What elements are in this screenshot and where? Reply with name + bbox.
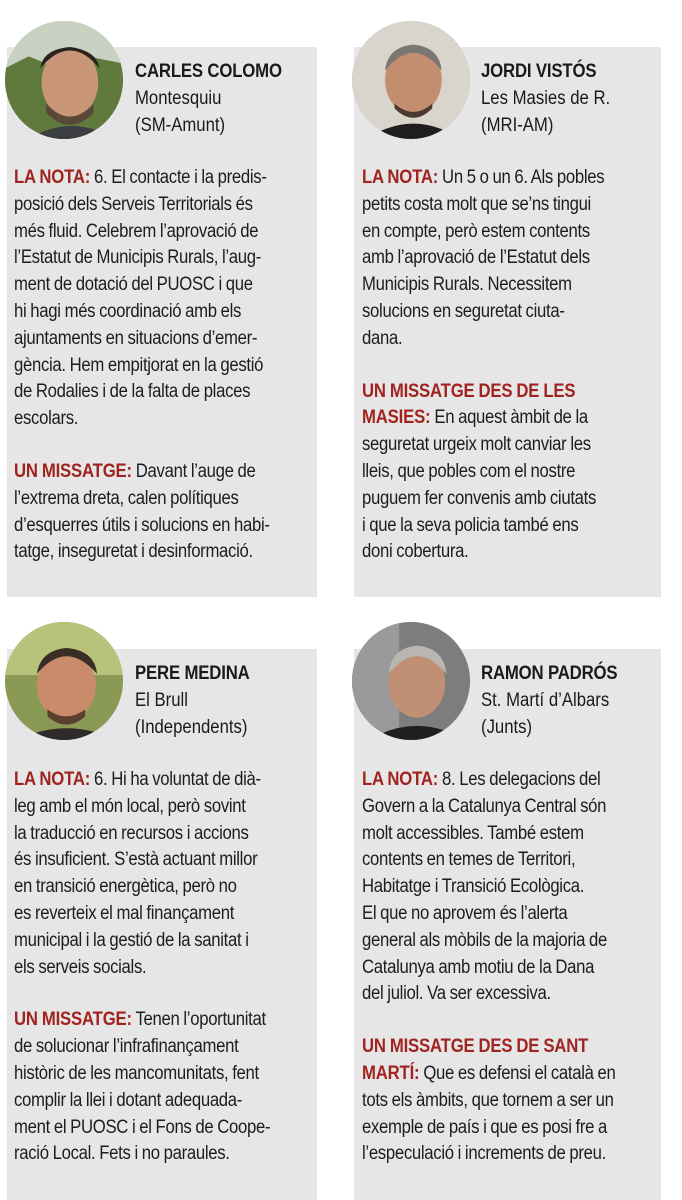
nota-text: és insuficient. S’està actuant millor [14,849,258,871]
text-line [14,353,270,380]
paragraph-gap [14,433,304,459]
nota-text: de Rodalies i de la falta de places [14,381,251,403]
profile-header [135,57,306,139]
nota-text: dana. [362,327,403,349]
text-line [362,513,604,540]
text-line [362,794,615,821]
text-line [362,432,604,459]
profile-text-ramon-padros [362,767,650,1168]
paragraph-gap [362,353,637,379]
text-line [362,1088,615,1115]
nota-text: més fluid. Celebrem l’aprovació de [14,220,259,242]
nota-text: municipal i la gestió de la sanitat i [14,929,249,951]
message-text: complir la llei i dotant adequada- [14,1089,243,1111]
text-line [362,767,615,794]
text-line [362,405,604,432]
text-line [362,821,615,848]
text-line [14,486,270,513]
person-party: (MRI-AM) [481,115,554,136]
message-label: MASIES: [362,407,431,429]
text-line [362,326,604,353]
nota-text: en compte, però estem contents [362,220,590,242]
portrait-photo-jordi-vistos [352,21,470,139]
text-line [362,901,615,928]
nota-text: gència. Hem empitjorat en la gestió [14,354,264,376]
text-line [14,513,270,540]
nota-text: petits costa molt que se’ns tingui [362,193,591,215]
text-line [14,406,270,433]
text-line [362,928,615,955]
message-label: UN MISSATGE: [14,1009,132,1031]
person-name: PERE MEDINA [135,662,250,684]
person-name: RAMON PADRÓS [481,662,618,684]
profile-text-pere-medina [14,767,305,1168]
nota-text: ajuntaments en situacions d’emer- [14,327,258,349]
message-text: tatge, inseguretat i desinformació. [14,541,253,563]
profile-header [481,659,640,741]
portrait-photo-ramon-padros [352,622,470,740]
person-party: (Independents) [135,717,248,738]
message-text: l’especulació i increments de preu. [362,1143,606,1165]
message-text: Tenen l’oportunitat [131,1009,266,1031]
message-text: exemple de país i que es posi fre a [362,1116,608,1138]
text-line [14,165,270,192]
text-line [362,1115,615,1142]
text-line [14,299,270,326]
profile-text-carles-colomo [14,165,304,566]
text-line [362,379,604,406]
nota-text: 6. Hi ha voluntat de dià- [90,769,261,790]
nota-label: LA NOTA: [362,769,439,790]
message-label: UN MISSATGE: [14,460,132,482]
message-text: ment el PUOSC i el Fons de Coope- [14,1116,271,1138]
message-text: l’extrema dreta, calen polítiques [14,487,239,509]
nota-text: 8. Les delegacions del [438,769,601,790]
portrait-photo-pere-medina [5,622,123,740]
message-label: UN MISSATGE DES DE SANT [362,1036,589,1058]
text-line [14,192,270,219]
message-text: històric de les mancomunitats, fent [14,1062,259,1084]
text-line [362,192,604,219]
nota-text: Habitatge i Transició Ecològica. [362,876,585,898]
person-town: St. Martí d’Albars [481,690,610,711]
text-line [362,219,604,246]
text-line [14,1141,270,1168]
message-label: UN MISSATGE DES DE LES [362,380,576,402]
nota-text: la traducció en recursos i accions [14,822,249,844]
person-party: (Junts) [481,717,533,738]
text-line [14,1007,270,1034]
portrait-photo-carles-colomo [5,21,123,139]
text-line [14,1088,270,1115]
message-label: MARTÍ: [362,1062,420,1084]
nota-text: 6. El contacte i la predis- [90,167,267,188]
message-text: Davant l’auge de [131,460,256,482]
nota-text: Catalunya amb motiu de la Dana [362,956,595,978]
nota-text: contents en temes de Territori, [362,849,576,871]
nota-text: hi hagi més coordinació amb els [14,300,242,322]
nota-text: es reverteix el mal finançament [14,902,235,924]
message-text: de solucionar l’infrafinançament [14,1036,239,1058]
text-line [14,901,270,928]
message-text: i que la seva policia també ens [362,514,579,536]
text-line [362,486,604,513]
person-town: El Brull [135,690,188,711]
text-line [362,245,604,272]
person-name: JORDI VISTÓS [481,60,597,82]
text-line [14,794,270,821]
text-line [14,821,270,848]
text-line [362,955,615,982]
text-line [14,928,270,955]
text-line [14,767,270,794]
text-line [14,326,270,353]
person-name: CARLES COLOMO [135,60,282,82]
nota-text: escolars. [14,408,79,430]
nota-text: Municipis Rurals. Necessitem [362,274,572,296]
text-line [362,165,604,192]
text-line [14,219,270,246]
person-party: (SM-Amunt) [135,115,226,136]
nota-label: LA NOTA: [14,167,91,188]
nota-label: LA NOTA: [14,769,91,790]
text-line [14,379,270,406]
nota-text: ment de dotació del PUOSC i que [14,274,253,296]
nota-label: LA NOTA: [362,167,439,188]
text-line [14,1061,270,1088]
nota-text: en transició energètica, però no [14,876,237,898]
paragraph-gap [14,981,305,1007]
nota-text: del juliol. Va ser excessiva. [362,983,551,1005]
message-text: seguretat urgeix molt canviar les [362,434,591,456]
person-town: Montesquiu [135,88,222,109]
text-line [14,539,270,566]
text-line [14,1115,270,1142]
profile-header [481,57,628,139]
nota-text: El que no aprovem és l’alerta [362,902,568,924]
nota-text: amb l’aprovació de l’Estatut dels [362,247,590,269]
message-text: tots els àmbits, que tornem a ser un [362,1089,614,1111]
message-text: lleis, que pobles com el nostre [362,460,576,482]
profile-text-jordi-vistos [362,165,637,566]
text-line [14,272,270,299]
profile-header [135,659,268,741]
message-text: d’esquerres útils i solucions en habi- [14,514,270,536]
nota-text: leg amb el món local, però sovint [14,795,246,817]
text-line [362,272,604,299]
text-line [362,299,604,326]
paragraph-gap [362,1008,650,1034]
text-line [362,981,615,1008]
message-text: puguem fer convenis amb ciutats [362,487,597,509]
message-text: En aquest àmbit de la [430,407,588,429]
text-line [362,1061,615,1088]
nota-text: els serveis socials. [14,956,147,978]
nota-text: Govern a la Catalunya Central són [362,795,607,817]
text-line [362,1141,615,1168]
text-line [14,874,270,901]
message-text: doni cobertura. [362,541,469,563]
nota-text: l’Estatut de Municipis Rurals, l’aug- [14,247,262,269]
text-line [362,539,604,566]
text-line [362,847,615,874]
text-line [14,459,270,486]
nota-text: general als mòbils de la majoria de [362,929,607,951]
message-text: ració Local. Fets i no paraules. [14,1143,230,1165]
text-line [14,1034,270,1061]
text-line [362,1034,615,1061]
text-line [14,955,270,982]
nota-text: solucions en seguretat ciuta- [362,300,565,322]
message-text: Que es defensi el català en [419,1062,616,1084]
text-line [362,874,615,901]
text-line [14,847,270,874]
nota-text: posició dels Serveis Territorials és [14,193,253,215]
nota-text: molt accessibles. També estem [362,822,584,844]
person-town: Les Masies de R. [481,88,611,109]
text-line [362,459,604,486]
text-line [14,245,270,272]
nota-text: Un 5 o un 6. Als pobles [438,167,605,188]
